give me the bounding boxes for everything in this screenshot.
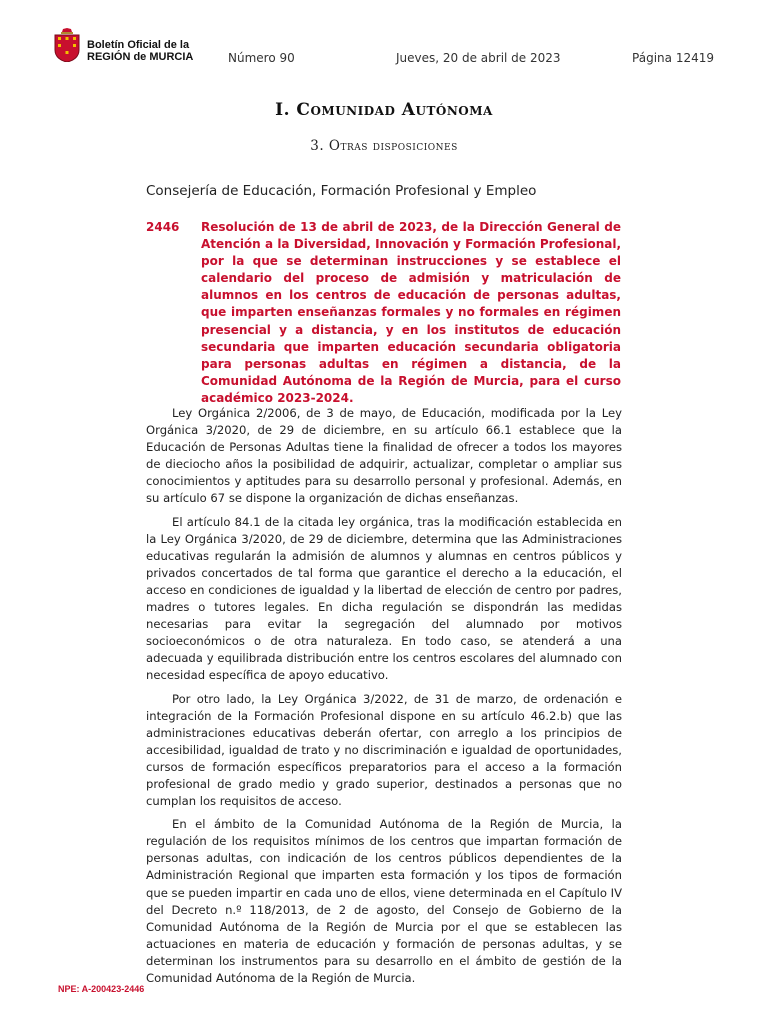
page-header <box>54 26 714 66</box>
resolution-number: 2446 <box>146 220 180 234</box>
region-murcia-coat-of-arms-icon <box>54 28 80 62</box>
issue-number: Número 90 <box>228 51 295 65</box>
document-body <box>146 405 622 993</box>
issue-date: Jueves, 20 de abril de 2023 <box>396 51 561 65</box>
logo-line-2: REGIÓN de MURCIA <box>87 51 194 63</box>
paragraph: Por otro lado, la Ley Orgánica 3/2022, de 31 de marzo, de ordenación e integración de la Formación Profesional dispone en su artículo 46.2.b) que las administraciones educativas deberán ofertar, con arreglo a los principios de accesibilidad, igualdad de trato y no discriminación e igualdad de oportunidades, cursos de formación específicos preparatorios para el acceso a la formación profesional de grado medio y grado superior, destinados a personas que no cumplan los requisitos de acceso. <box>146 691 622 809</box>
logo-text <box>87 39 193 63</box>
npe-footer: NPE: A-200423-2446 <box>58 984 145 994</box>
paragraph: En el ámbito de la Comunidad Autónoma de la Región de Murcia, la regulación de los requisitos mínimos de los centros que impartan formación de personas adultas, con indicación de los centros públicos dependientes de la Administración Regional que imparten esta formación y los tipos de formación que se pueden impartir en cada uno de ellos, viene determinada en el Capítulo IV del Decreto n.º 118/2013, de 2 de agosto, del Consejo de Gobierno de la Comunidad Autónoma de la Región de Murcia por el que se establecen las actuaciones en materia de educación y formación de personas adultas, y se determinan los instrumentos para su desarrollo en el ámbito de gestión de la Comunidad Autónoma de la Región de Murcia. <box>146 817 622 985</box>
page-number: Página 12419 <box>632 51 714 65</box>
section-title: I. Comunidad Autónoma <box>275 100 493 120</box>
paragraph: Ley Orgánica 2/2006, de 3 de mayo, de Educación, modificada por la Ley Orgánica 3/2020, de 29 de diciembre, en su artículo 66.1 establece que la Educación de Personas Adultas tiene la finalidad de ofrecer a todos los mayores de dieciocho años la posibilidad de adquirir, actualizar, completar o ampliar sus conocimientos y aptitudes para su desarrollo personal y profesional. Además, en su artículo 67 se dispone la organización de dichas enseñanzas. <box>146 406 622 506</box>
paragraph: El artículo 84.1 de la citada ley orgánica, tras la modificación establecida en la Ley Orgánica 3/2020, de 29 de diciembre, determina que las Administraciones educativas regularán la admisión de alumnos y alumnas en centros públicos y privados concertados de tal forma que garantice el derecho a la educación, el acceso en condiciones de igualdad y la libertad de elección de centro por padres, madres o tutores legales. En dicha regulación se dispondrán las medidas necesarias para evitar la segregación del alumnado por motivos socioeconómicos o de otra naturaleza. En todo caso, se atenderá a una adecuada y equilibrada distribución entre los centros escolares del alumnado con necesidad específica de apoyo educativo. <box>146 514 622 683</box>
subsection-title: 3. Otras disposiciones <box>310 138 458 154</box>
logo-line-1: Boletín Oficial de la <box>87 39 190 51</box>
agency-name: Consejería de Educación, Formación Profesional y Empleo <box>146 183 537 199</box>
resolution-title: Resolución de 13 de abril de 2023, de la Dirección General de Atención a la Diversidad, Innovación y Formación Profesional, por la que se determinan instrucciones y se establece el calendario del proceso de admisión y matriculación de alumnos en los centros de educación de personas adultas, que imparten enseñanzas formales y no formales en régimen presencial y a distancia, y en los institutos de educación secundaria que imparten educación secundaria obligatoria para personas adultas en régimen a distancia, de la Comunidad Autónoma de la Región de Murcia, para el curso académico 2023-2024. <box>201 220 621 405</box>
